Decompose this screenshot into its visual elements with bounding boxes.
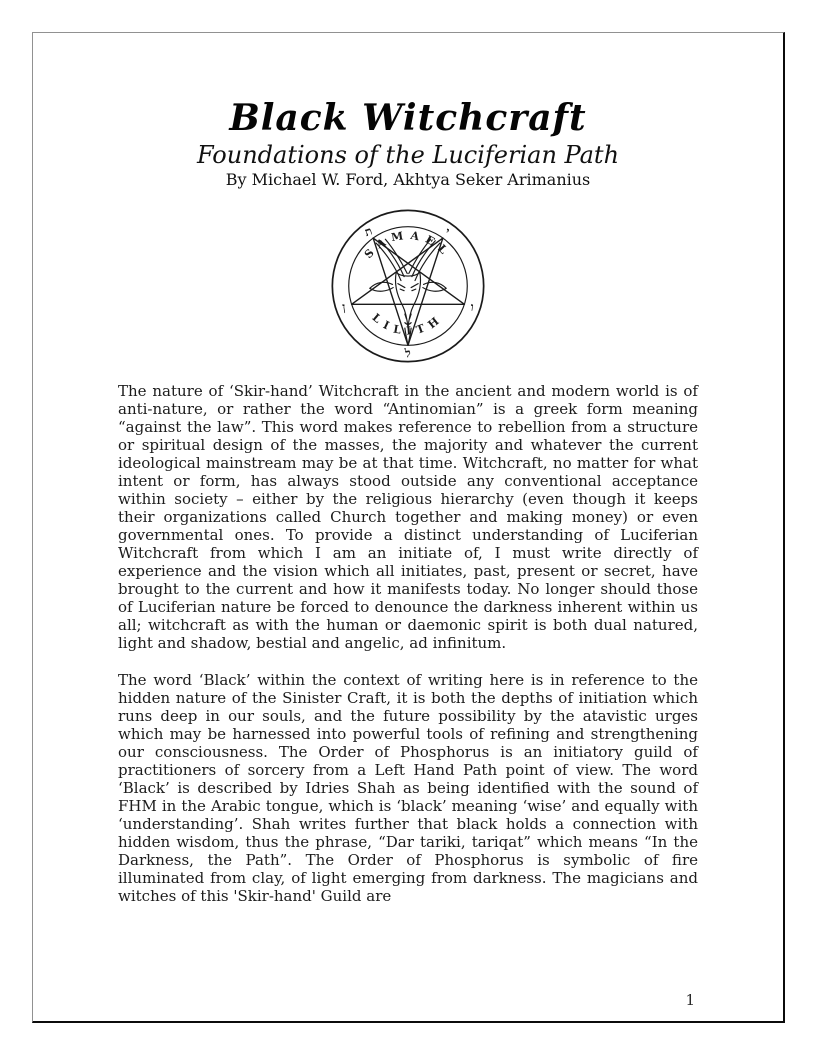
document-byline: By Michael W. Ford, Akhtya Seker Arimanius [225,170,591,190]
body-text [118,382,698,905]
lilith-arc-text: LILITH [369,310,447,338]
paragraph-2: The word ‘Black’ within the context of writing here is in reference to the hidden nature of the Sinister Craft, it is both the depths of initiation which runs deep in our souls, and the future possibility by the atavistic urges which may be harnessed into powerful tools of refining and strengthening our consciousness. The Order of Phosphorus is an initiatory guild of practitioners of sorcery from a Left Hand Path point of view. The word ‘Black’ is described by Idries Shah as being identified with the sound of FHM in the Arabic tongue, which is ‘black’ meaning ‘wise’ and equally with ‘understanding’. Shah writes further that black holds a connection with hidden wisdom, thus the phrase, “Dar tariki, tariqat” which means “In the Darkness, the Path”. The Order of Phosphorus is symbolic of fire illuminated from clay, of light emerging from darkness. The magicians and witches of this 'Skir-hand' Guild are [118,670,698,905]
page [32,32,785,1023]
samael-arc-text: SAMAEL [361,228,455,262]
document-subtitle: Foundations of the Luciferian Path [196,141,620,170]
document-title: Black Witchcraft [229,97,587,139]
hebrew-letter-top-left: ת [362,223,375,240]
baphomet-sigil-icon [330,208,486,364]
hebrew-letter-right: ו [469,299,475,314]
paragraph-1: The nature of ‘Skir-hand’ Witchcraft in the ancient and modern world is of anti-nature, or rather the word “Antinomian” is a greek form meaning “against the law”. This word makes reference to rebellion from a structure or spiritual design of the masses, the majority and whatever the current ideological mainstream may be at that time. Witchcraft, no matter for what intent or form, has always stood outside any conventional acceptance within society – either by the religious hierarchy (even though it keeps their organizations called Church together and making money) or even governmental ones. To provide a distinct understanding of Luciferian Witchcraft from which I am an initiate of, I must write directly of experience and the vision which all initiates, past, present or secret, have brought to the current and how it manifests today. No longer should those of Luciferian nature be forced to denounce the darkness inherent within us all; witchcraft as with the human or daemonic spirit is both dual natured, light and shadow, bestial and angelic, ad infinitum. [118,381,698,652]
hebrew-letter-top-right: י [443,224,452,239]
hebrew-letter-left: ן [341,299,347,314]
page-number: 1 [685,991,695,1009]
hebrew-letter-bottom: ל [404,345,412,361]
sigil-figure [33,208,783,364]
